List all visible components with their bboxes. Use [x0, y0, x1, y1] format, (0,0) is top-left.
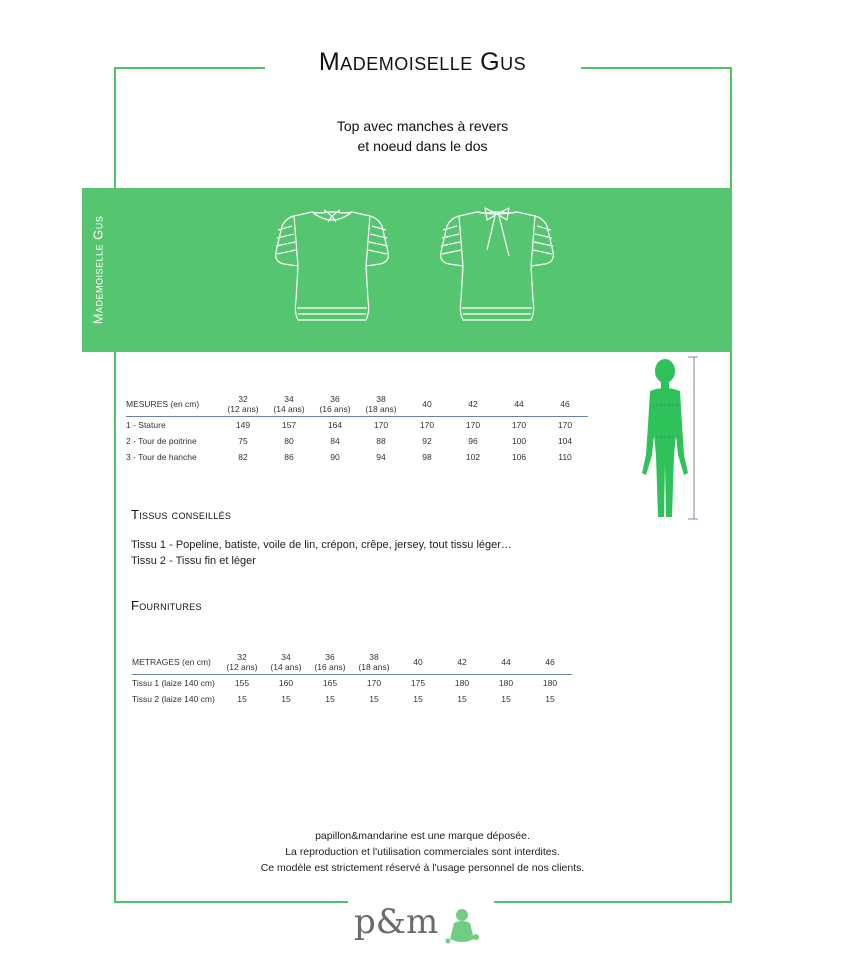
size-header: 36 (16 ans) — [312, 392, 358, 417]
table-row: 3 - Tour de hanche 82 86 90 94 98 102 106 110 — [126, 452, 572, 462]
size-header: 44 — [484, 650, 528, 675]
logo-text: p&m — [354, 902, 439, 942]
size-header: 34 (14 ans) — [266, 392, 312, 417]
size-header: 44 — [496, 392, 542, 417]
supplies-heading: Fournitures — [131, 598, 202, 613]
measurements-header-label: MESURES (en cm) — [126, 392, 220, 417]
measurements-header-row — [126, 392, 588, 417]
size-header: 46 — [542, 392, 588, 417]
table-row: Tissu 2 (laize 140 cm) 15 15 15 15 15 15 15 15 — [132, 694, 555, 704]
subtitle-line-1: Top avec manches à revers — [336, 118, 509, 134]
legal-footer — [200, 828, 645, 876]
size-header: 40 — [396, 650, 440, 675]
frame-top-right — [581, 67, 732, 69]
size-header: 42 — [440, 650, 484, 675]
page-title: Mademoiselle Gus — [318, 48, 527, 76]
table-row: 1 - Stature 149 157 164 170 170 170 170 170 — [126, 420, 573, 430]
size-header: 32 (12 ans) — [220, 650, 264, 675]
illustration-band — [82, 188, 732, 352]
size-header: 36 (16 ans) — [308, 650, 352, 675]
supplies-table — [132, 650, 572, 707]
frame-top-left — [114, 67, 265, 69]
subtitle — [230, 116, 615, 156]
supplies-header-label: METRAGES (en cm) — [132, 650, 220, 675]
band-vertical-label: Mademoiselle Gus — [90, 215, 106, 325]
table-row: Tissu 1 (laize 140 cm) 155 160 165 170 175 180 180 180 — [132, 678, 558, 688]
fabric-line-2: Tissu 2 - Tissu fin et léger — [131, 555, 256, 567]
table-row: 2 - Tour de poitrine 75 80 84 88 92 96 100 104 — [126, 436, 573, 446]
brand-logo — [350, 895, 490, 955]
frame-bottom-left — [114, 901, 348, 903]
fabric-line-1: Tissu 1 - Popeline, batiste, voile de lin, crépon, crêpe, jersey, tout tissu léger… — [131, 539, 512, 551]
fabrics-text — [131, 537, 512, 569]
size-header: 40 — [404, 392, 450, 417]
size-header: 38 (18 ans) — [352, 650, 396, 675]
measurement-figure — [632, 355, 702, 525]
size-header: 42 — [450, 392, 496, 417]
size-header: 46 — [528, 650, 572, 675]
subtitle-line-2: et noeud dans le dos — [357, 138, 488, 154]
front-view-drawing — [268, 200, 396, 340]
size-header: 34 (14 ans) — [264, 650, 308, 675]
measurements-table — [126, 392, 588, 465]
back-view-drawing — [433, 200, 561, 340]
frame-bottom-right — [494, 901, 732, 903]
size-header: 32 (12 ans) — [220, 392, 266, 417]
fabrics-heading: Tissus conseillés — [131, 507, 232, 522]
supplies-header-row — [132, 650, 572, 675]
footer-line-2: La reproduction et l'utilisation commerciales sont interdites. — [285, 846, 560, 858]
footer-line-1: papillon&mandarine est une marque déposée. — [315, 830, 530, 842]
footer-line-3: Ce modèle est strictement réservé à l'usage personnel de nos clients. — [260, 862, 585, 874]
size-header: 38 (18 ans) — [358, 392, 404, 417]
